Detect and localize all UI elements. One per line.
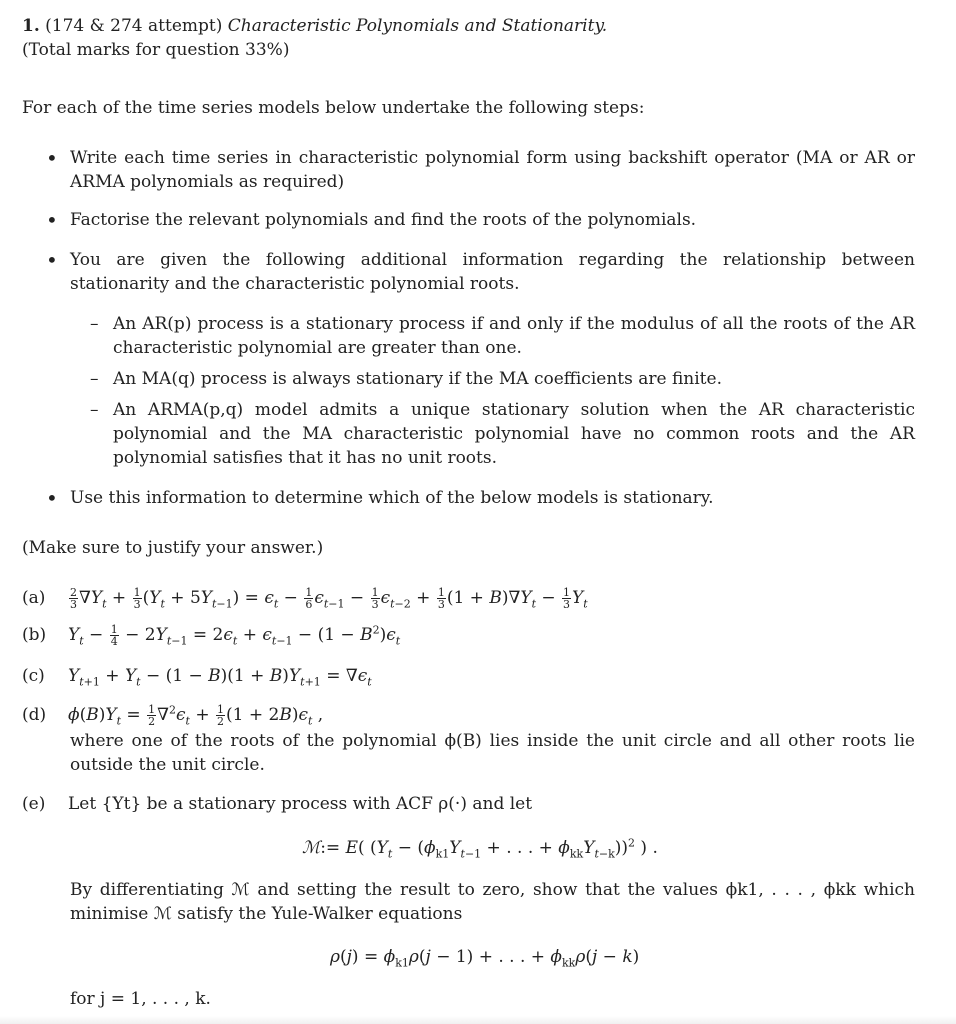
question-header: [22, 14, 607, 38]
part-a: [22, 586, 588, 610]
part-b-label: (b): [22, 625, 47, 645]
intro-text: For each of the time series models below undertake the following steps:: [22, 98, 645, 118]
bullet-marker: •: [46, 146, 58, 170]
part-d-equation: $\phi(B)Y_t$ = $\frac{1}{2}$ $\nabla^2\epsilon_t$ + $\frac{1}{2}$ $(1 + 2B)\epsilon_t$ ,: [68, 703, 324, 728]
part-c-label: (c): [22, 666, 45, 686]
part-e-m-definition: ℳ:= E( ($Y_t - (\phi_{k1}Y_{t-1}$ + . . . + $\phi_{kk}Y_{t-k}))^2$ ) .: [302, 836, 658, 861]
part-e-intro: Let {Yt} be a stationary process with ACF ρ(·) and let: [68, 794, 533, 814]
part-e-text: By differentiating ℳ and setting the result to zero, show that the values ϕk1, . . . , ϕkk which minimise ℳ satisfy the Yule-Walker equations: [70, 880, 915, 924]
part-a-equation: $\frac{2}{3}$ $\nabla Y_t$ + $\frac{1}{3}$ $(Y_t + 5Y_{t-1}) = \epsilon_t$ − $\frac{1}{6}$ $\epsilon_{t-1}$ − $\frac{1}{3}$ $\epsilon_{t-2}$ + $\frac{1}{3}$ $(1 + B)\nabla Y_t$ − $\frac{1}{3}$ $Y_t$: [70, 586, 588, 611]
part-b: [22, 623, 400, 647]
dash-marker: –: [90, 400, 99, 420]
part-e-final: for j = 1, . . . , k.: [70, 989, 211, 1009]
bullet-marker: •: [46, 486, 58, 510]
part-d: [22, 703, 323, 727]
part-c: [22, 664, 372, 688]
subbullet-ar: An AR(p) process is a stationary process if and only if the modulus of all the roots of the AR characteristic polynomial are greater than one.: [113, 314, 915, 358]
part-b-equation: $Y_t$ − $\frac{1}{4}$ − $2Y_{t-1} = 2\epsilon_t + \epsilon_{t-1} - (1 - B^2)\epsilon_t$: [68, 623, 401, 648]
part-a-label: (a): [22, 588, 46, 608]
bullet-factorise: Factorise the relevant polynomials and find the roots of the polynomials.: [70, 210, 697, 230]
question-title: Characteristic Polynomials and Stationarity.: [227, 16, 608, 36]
part-e-label: (e): [22, 794, 46, 814]
question-marks: (Total marks for question 33%): [22, 40, 290, 60]
question-number: 1.: [22, 16, 40, 36]
subbullet-arma: An ARMA(p,q) model admits a unique stationary solution when the AR characteristic polynomial and the MA characteristic polynomial have no common roots and the AR polynomial satisfies that it has no unit roots.: [113, 400, 915, 468]
bullet-marker: •: [46, 248, 58, 272]
dash-marker: –: [90, 369, 99, 389]
part-d-label: (d): [22, 705, 47, 725]
bullet-marker: •: [46, 208, 58, 232]
dash-marker: –: [90, 314, 99, 334]
question-attempt: (174 & 274 attempt): [45, 16, 223, 36]
part-e: [22, 792, 532, 816]
bullet-write-polynomial: Write each time series in characteristic polynomial form using backshift operator (MA or AR or ARMA polynomials as required): [70, 148, 915, 192]
subbullet-ma: An MA(q) process is always stationary if the MA coefficients are finite.: [113, 369, 722, 389]
part-c-equation: $Y_{t+1} + Y_t - (1 - B)(1 + B)Y_{t+1} = \nabla\epsilon_t$: [68, 666, 372, 689]
yule-walker-equation: $\rho(j) = \phi_{k1}\rho(j - 1)$ + . . . + $\phi_{kk}\rho(j - k)$: [330, 947, 640, 970]
bottom-edge: [0, 1016, 956, 1024]
bullet-determine: Use this information to determine which of the below models is stationary.: [70, 488, 714, 508]
bullet-additional-info: You are given the following additional information regarding the relationship between stationarity and the characteristic polynomial roots.: [70, 250, 915, 294]
part-d-note: where one of the roots of the polynomial ϕ(B) lies inside the unit circle and all other roots lie outside the unit circle.: [70, 731, 915, 775]
justify-note: (Make sure to justify your answer.): [22, 538, 324, 558]
